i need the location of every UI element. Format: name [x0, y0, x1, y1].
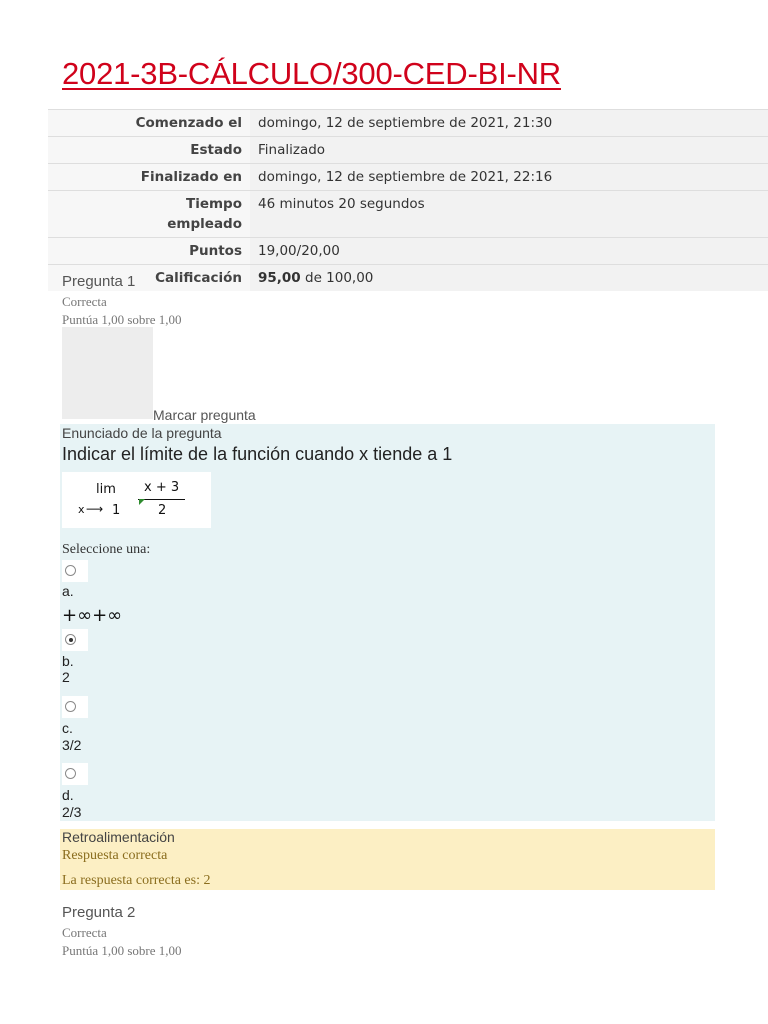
summary-label: Estado: [48, 137, 250, 164]
question-1-status: Correcta: [62, 294, 107, 309]
summary-label: Puntos: [48, 238, 250, 265]
summary-value: 46 minutos 20 segundos: [250, 191, 768, 238]
radio-icon: [65, 565, 76, 576]
option-b-value: 2: [62, 669, 70, 685]
option-d-letter: d.: [62, 787, 74, 803]
summary-label: Finalizado en: [48, 164, 250, 191]
flag-question-link[interactable]: Marcar pregunta: [153, 407, 256, 423]
summary-row-points: [48, 238, 768, 265]
radio-selected-icon: [65, 634, 76, 645]
option-c-radio[interactable]: [62, 696, 88, 718]
summary-label: Calificación: [48, 265, 250, 292]
summary-value: Finalizado: [250, 137, 768, 164]
formula-lim: lim: [96, 482, 116, 497]
formula-var: x: [78, 503, 85, 516]
limit-formula-image: [62, 472, 211, 528]
option-b-letter: b.: [62, 653, 74, 669]
option-a-value: +∞+∞: [62, 605, 123, 626]
formula-denominator: 2: [158, 503, 167, 518]
option-a-radio[interactable]: [62, 560, 88, 582]
question-2-heading: Pregunta 2: [62, 904, 136, 921]
radio-icon: [65, 701, 76, 712]
quiz-title[interactable]: 2021-3B-CÁLCULO/300-CED-BI-NR: [62, 56, 561, 91]
feedback-label: Retroalimentación: [62, 829, 175, 845]
summary-value: 19,00/20,00: [250, 238, 768, 265]
arrow-icon: ⟶: [86, 502, 104, 516]
question-1-score: Puntúa 1,00 sobre 1,00: [62, 312, 182, 327]
option-d-value: 2/3: [62, 804, 82, 820]
summary-label: Comenzado el: [48, 110, 250, 137]
summary-row-state: [48, 137, 768, 164]
option-a-letter: a.: [62, 583, 74, 599]
fraction-bar: [138, 499, 185, 500]
grade-total: de 100,00: [300, 270, 374, 286]
attempt-summary-table: [48, 109, 768, 291]
summary-label: Tiempo empleado: [48, 191, 250, 238]
option-c-letter: c.: [62, 720, 73, 736]
grade-value: 95,00: [258, 270, 301, 286]
formula-target: 1: [112, 503, 121, 518]
question-2-status: Correcta: [62, 925, 107, 940]
summary-value: domingo, 12 de septiembre de 2021, 21:30: [250, 110, 768, 137]
summary-value: [250, 265, 768, 292]
question-2-score: Puntúa 1,00 sobre 1,00: [62, 943, 182, 958]
summary-row-time: [48, 191, 768, 238]
question-text: Indicar el límite de la función cuando x tiende a 1: [62, 444, 453, 464]
feedback-correct-answer: La respuesta correcta es: 2: [62, 873, 211, 888]
statement-label: Enunciado de la pregunta: [62, 425, 222, 441]
check-mark-icon: [139, 499, 145, 505]
feedback-result: Respuesta correcta: [62, 848, 168, 863]
formula-numerator: x + 3: [144, 480, 180, 495]
radio-icon: [65, 768, 76, 779]
flag-question-icon[interactable]: [62, 327, 153, 419]
summary-row-grade: [48, 265, 768, 292]
option-d-radio[interactable]: [62, 763, 88, 785]
select-one-label: Seleccione una:: [62, 542, 151, 557]
option-b-radio[interactable]: [62, 629, 88, 651]
summary-row-finished: [48, 164, 768, 191]
question-1-heading: Pregunta 1: [62, 273, 136, 290]
summary-row-started: [48, 110, 768, 137]
summary-value: domingo, 12 de septiembre de 2021, 22:16: [250, 164, 768, 191]
option-c-value: 3/2: [62, 737, 82, 753]
